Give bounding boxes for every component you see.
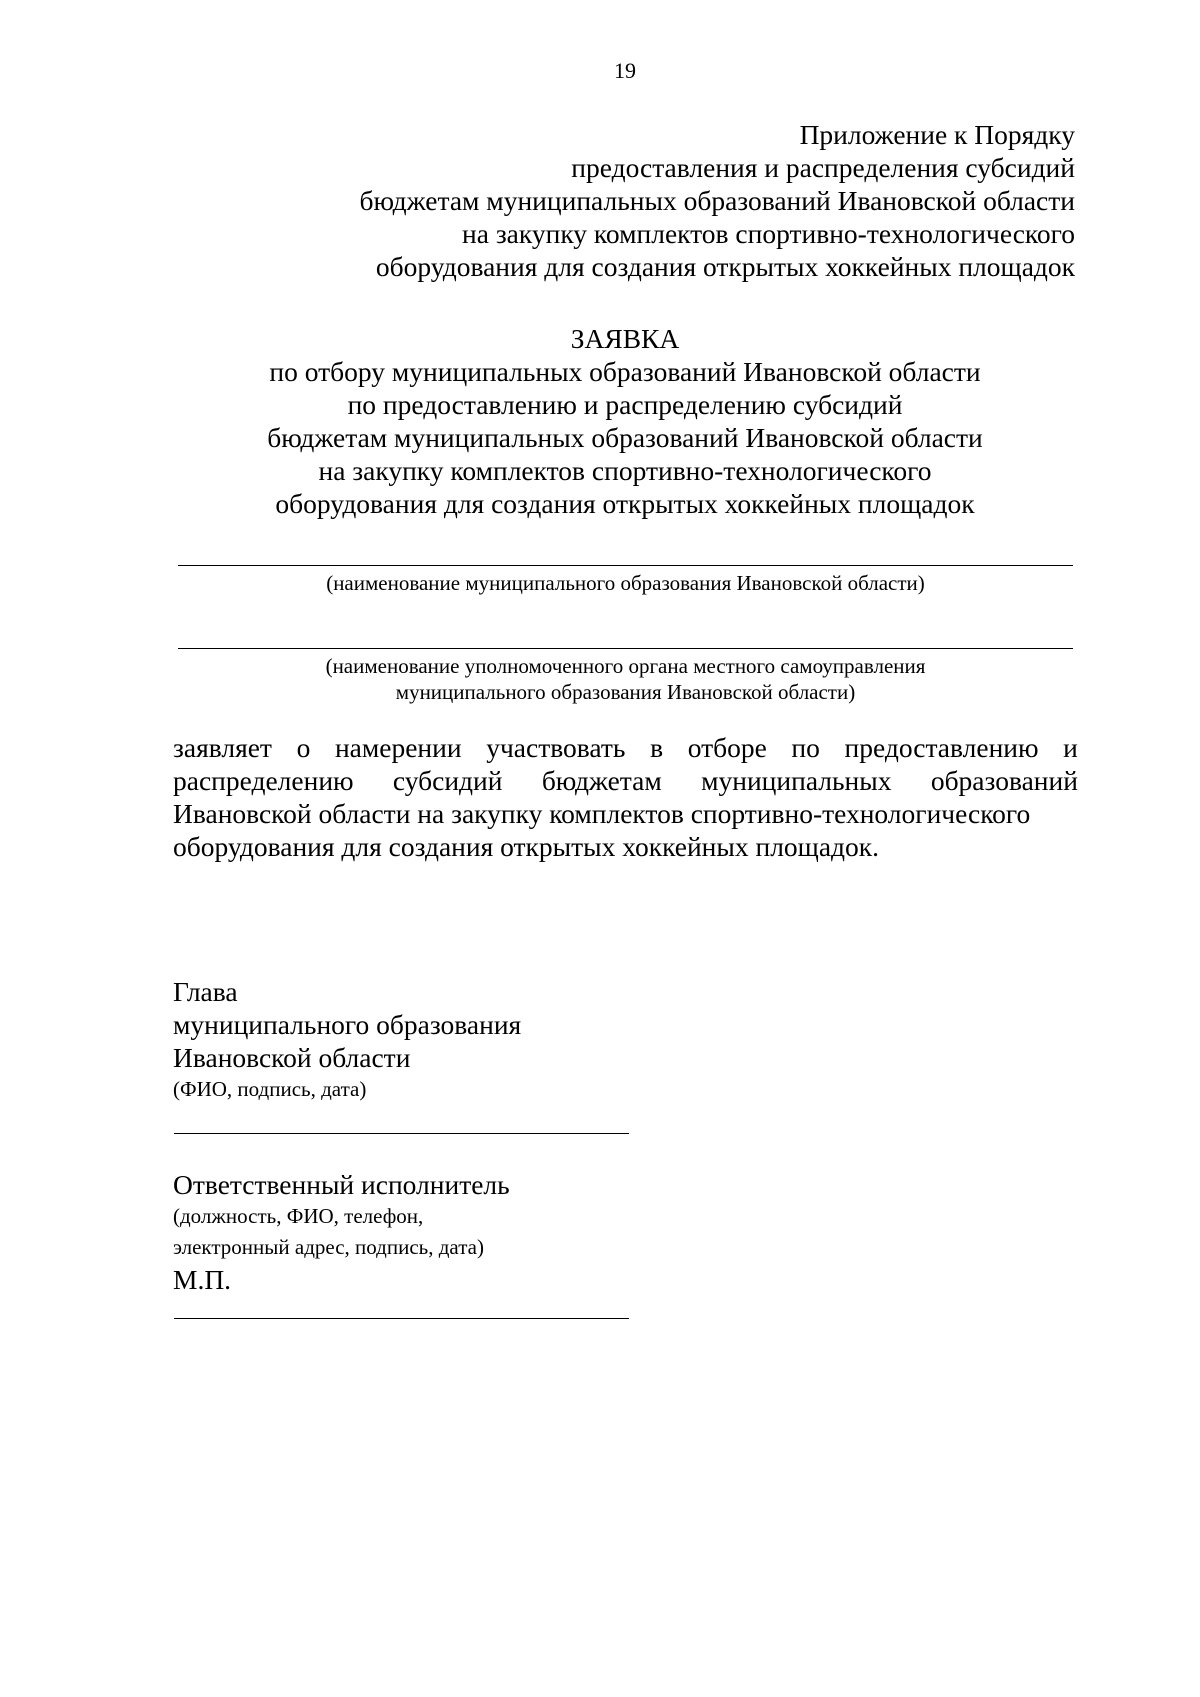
authority-name-field[interactable] xyxy=(178,648,1073,649)
head-title: муниципального образования xyxy=(173,1009,522,1040)
statement-word: намерении xyxy=(334,732,462,763)
title-line: по отбору муниципальных образований Ивановской области xyxy=(269,356,981,387)
statement-word: и xyxy=(1063,732,1078,763)
statement-line-4: оборудования для создания открытых хоккейных площадок. xyxy=(173,831,880,862)
municipality-name-field[interactable] xyxy=(178,565,1073,566)
statement-word: субсидий xyxy=(392,765,503,796)
caption-text: муниципального образования Ивановской области) xyxy=(395,680,856,704)
head-signature-block xyxy=(173,975,521,1105)
executor-signature-note: (должность, ФИО, телефон, xyxy=(173,1204,424,1228)
appendix-line: предоставления и распределения субсидий xyxy=(571,152,1075,183)
head-signature-note: (ФИО, подпись, дата) xyxy=(173,1077,367,1101)
title-line: оборудования для создания открытых хоккейных площадок xyxy=(275,488,975,519)
statement-word: по xyxy=(791,732,820,763)
statement-line-3: Ивановской области на закупку комплектов спортивно-технологического xyxy=(173,798,1031,829)
statement-word: о xyxy=(296,732,311,763)
statement-line-1 xyxy=(173,731,1078,764)
appendix-line: Приложение к Порядку xyxy=(799,119,1075,150)
statement-word: предоставлению xyxy=(844,732,1039,763)
caption-text: (наименование муниципального образования Ивановской области) xyxy=(326,571,925,595)
executor-signature-field[interactable] xyxy=(174,1318,629,1319)
title-line: на закупку комплектов спортивно-технологического xyxy=(318,455,932,486)
statement-word: заявляет xyxy=(173,732,272,763)
appendix-reference xyxy=(360,118,1076,283)
stamp-mark: М.П. xyxy=(173,1264,232,1295)
page-number: 19 xyxy=(614,58,636,83)
municipality-name-caption xyxy=(178,570,1073,596)
head-signature-field[interactable] xyxy=(174,1133,629,1134)
statement-word: бюджетам xyxy=(541,765,662,796)
caption-text: (наименование уполномоченного органа местного самоуправления xyxy=(325,654,926,678)
statement-line-2 xyxy=(173,764,1078,797)
document-title xyxy=(0,322,1200,520)
title-line: бюджетам муниципальных образований Ивановской области xyxy=(267,422,983,453)
appendix-line: оборудования для создания открытых хоккейных площадок xyxy=(375,251,1075,282)
executor-signature-note: электронный адрес, подпись, дата) xyxy=(173,1235,484,1259)
statement-paragraph xyxy=(173,731,1078,863)
executor-title: Ответственный исполнитель xyxy=(173,1169,510,1200)
head-title: Ивановской области xyxy=(173,1042,411,1073)
statement-word: участвовать xyxy=(486,732,626,763)
title-heading: ЗАЯВКА xyxy=(570,323,680,354)
statement-word: муниципальных xyxy=(701,765,892,796)
statement-word: распределению xyxy=(173,765,354,796)
appendix-line: бюджетам муниципальных образований Ивановской области xyxy=(359,185,1075,216)
appendix-line: на закупку комплектов спортивно-технологического xyxy=(462,218,1075,249)
head-title: Глава xyxy=(173,976,238,1007)
statement-word: образований xyxy=(930,765,1078,796)
executor-signature-block xyxy=(173,1168,510,1296)
statement-word: в xyxy=(650,732,664,763)
authority-name-caption xyxy=(178,653,1073,705)
statement-word: отборе xyxy=(687,732,767,763)
title-line: по предоставлению и распределению субсидий xyxy=(347,389,903,420)
